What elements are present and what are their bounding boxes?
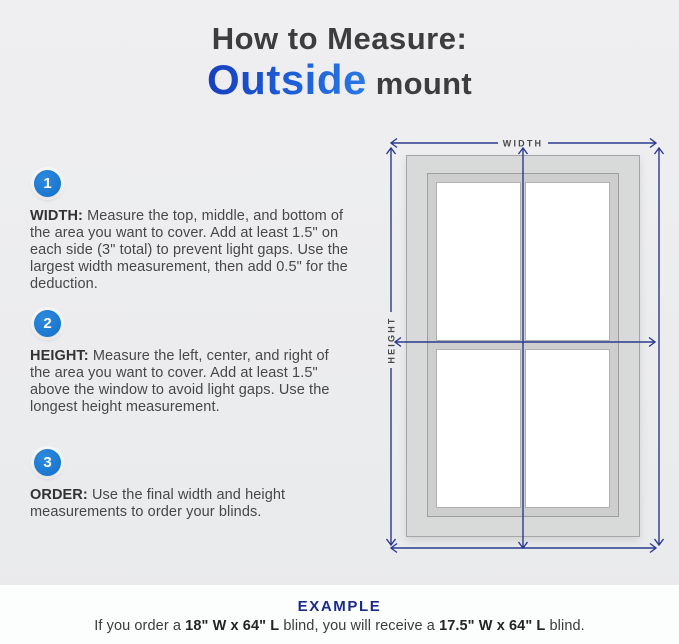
- step-2-body: Measure the left, center, and right of the area you want to cover. Add at least 1.5" above the window to avoid light gaps. Use the longest height measurement.: [30, 348, 330, 415]
- example-suffix: blind.: [545, 618, 585, 634]
- measurement-arrows: [378, 128, 673, 563]
- width-arrow-label: WIDTH: [502, 138, 544, 149]
- step-height: [30, 310, 352, 416]
- example-order-size: 18" W x 64" L: [185, 618, 280, 634]
- example-text: [0, 618, 679, 634]
- height-arrow-label: HEIGHT: [386, 316, 397, 364]
- step-1-badge: 1: [34, 170, 61, 197]
- title-mount: mount: [366, 66, 472, 102]
- step-2-badge: 2: [34, 310, 61, 337]
- example-prefix: If you order a: [94, 618, 186, 634]
- example-receive-size: 17.5" W x 64" L: [439, 618, 546, 634]
- title-accent-outside: Outside: [207, 56, 367, 104]
- step-width: [30, 170, 352, 293]
- step-1-label: WIDTH:: [30, 208, 83, 224]
- page-title: [0, 22, 679, 103]
- example-footer: [0, 585, 679, 644]
- step-2-text: [30, 348, 352, 416]
- step-3-text: [30, 487, 352, 521]
- title-line1: How to Measure:: [211, 21, 468, 56]
- window-diagram: [378, 128, 673, 563]
- step-1-text: [30, 208, 352, 293]
- title-line2: [0, 57, 679, 103]
- step-3-badge: 3: [34, 449, 61, 476]
- step-order: [30, 449, 352, 521]
- step-2-label: HEIGHT:: [30, 348, 89, 364]
- example-middle: blind, you will receive a: [279, 618, 440, 634]
- step-3-label: ORDER:: [30, 487, 88, 503]
- example-heading: EXAMPLE: [297, 598, 382, 615]
- step-3-body: Use the final width and height measurements to order your blinds.: [30, 487, 286, 520]
- step-1-body: Measure the top, middle, and bottom of the area you want to cover. Add at least 1.5" on each side (3" total) to prevent light gaps. Use the largest width measurement, then add 0.5" for the deduction.: [30, 208, 349, 292]
